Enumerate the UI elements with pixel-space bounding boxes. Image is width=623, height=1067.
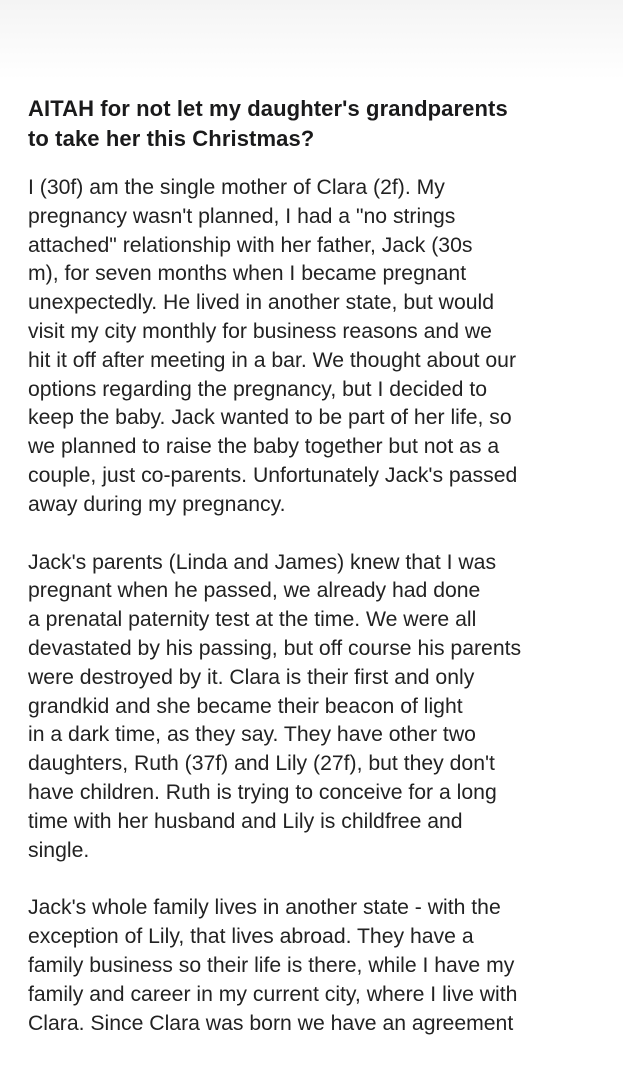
post-paragraph-1: I (30f) am the single mother of Clara (2f). My pregnancy wasn't planned, I had a "no strings attached" relationship with her father, Jack (30s m), for seven months when I became pregnant unexpectedly. He lived in another state, but would visit my city monthly for business reasons and we hit it off after meeting in a bar. We thought about our options regarding the pregnancy, but I decided to keep the baby. Jack wanted to be part of her life, so we planned to raise the baby together but not as a couple, just co-parents. Unfortunately Jack's passed away during my pregnancy. xyxy=(28,176,518,516)
top-fade xyxy=(0,0,623,80)
post-title: AITAH for not let my daughter's grandparents to take her this Christmas? xyxy=(28,96,508,151)
post-paragraph-2: Jack's parents (Linda and James) knew that I was pregnant when he passed, we already had done a prenatal paternity test at the time. We were all devastated by his passing, but off course his parents were destroyed by it. Clara is their first and only grandkid and she became their beacon of light in a dark time, as they say. They have other two daughters, Ruth (37f) and Lily (27f), but they don't have children. Ruth is trying to conceive for a long time with her husband and Lily is childfree and single. xyxy=(28,550,522,862)
post-body xyxy=(28,174,598,1038)
post xyxy=(28,94,598,1067)
post-paragraph-3: Jack's whole family lives in another state - with the exception of Lily, that lives abroad. They have a family business so their life is there, while I have my family and career in my current city, where I live with Clara. Since Clara was born we have an agreement xyxy=(28,896,518,1035)
